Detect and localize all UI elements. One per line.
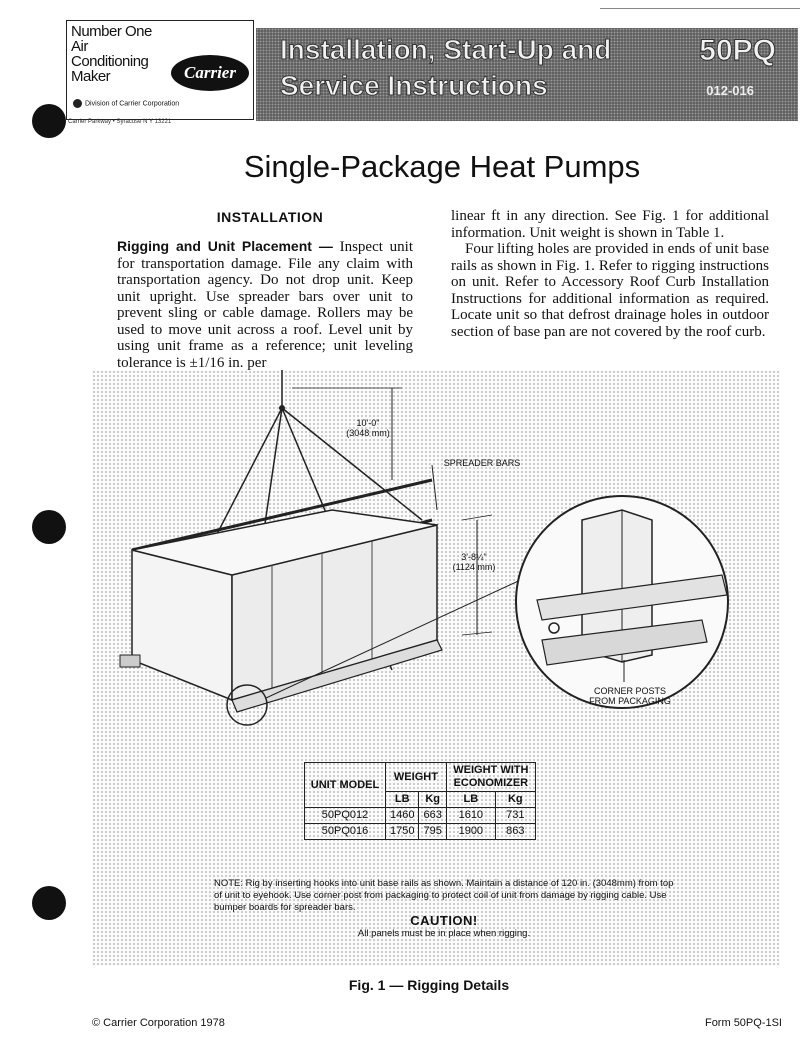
division-line	[73, 99, 179, 108]
rigging-heading: Rigging and Unit Placement —	[117, 238, 333, 254]
division-dot-icon	[73, 99, 82, 108]
rigging-figure	[92, 370, 780, 966]
section-heading: INSTALLATION	[216, 209, 324, 225]
rigging-text: Inspect unit for transportation damage. File any claim with transportation agency. Do not drop unit. Keep unit upright. Use spreader bars over unit to prevent sling or cable damage. Rollers may be used to move unit across a roof. Level unit by using unit frame as a reference; unit leveling tolerance is ±1/16 in. per	[117, 239, 414, 371]
form-number: Form 50PQ-1SI	[704, 1017, 782, 1029]
caution-text: All panels must be in place when rigging.	[357, 928, 531, 939]
carrier-logo: Carrier	[171, 55, 249, 91]
banner-title: Installation, Start-Up and Service Instructions	[280, 34, 612, 101]
rigging-illustration	[92, 370, 780, 966]
corner-posts-label: CORNER POSTS FROM PACKAGING	[589, 686, 671, 706]
spreader-bars-label: SPREADER BARS	[443, 458, 521, 468]
binder-hole-bottom	[32, 886, 66, 920]
table-row	[305, 824, 536, 840]
binder-hole-middle	[32, 510, 66, 544]
cell-lb: 1460	[386, 808, 419, 824]
company-address: Carrier Parkway • Syracuse N Y 13221	[68, 119, 172, 125]
right-paragraph-2: Four lifting holes are provided in ends of unit base rails as shown in Fig. 1. Refer to rigging instructions on unit. Refer to Accessory Roof Curb Installation Instructions for additional information as required. Locate unit so that defrost drainage holes in outdoor section of base pan are not covered by the roof curb.	[451, 241, 769, 340]
cell-econ-kg: 731	[495, 808, 535, 824]
figure-caption: Fig. 1 — Rigging Details	[348, 977, 510, 993]
sub-lb: LB	[386, 792, 419, 808]
table-row	[305, 808, 536, 824]
height-dimension-label	[338, 418, 398, 438]
unit-height-mm: (1124 mm)	[452, 562, 496, 572]
table-header-row	[305, 763, 536, 792]
cell-kg: 795	[419, 824, 446, 840]
header-weight: WEIGHT	[386, 763, 447, 792]
unit-height-ft: 3'-8¼"	[461, 552, 487, 562]
model-range: 012-016	[706, 83, 754, 98]
unit-height-label	[444, 552, 504, 572]
cell-econ-lb: 1610	[446, 808, 495, 824]
copyright: © Carrier Corporation 1978	[92, 1017, 225, 1029]
cell-model: 50PQ016	[305, 824, 386, 840]
sub-econ-kg: Kg	[495, 792, 535, 808]
weight-table	[304, 762, 536, 840]
right-column	[451, 208, 769, 340]
cell-kg: 663	[419, 808, 446, 824]
cell-econ-kg: 863	[495, 824, 535, 840]
logo-tagline: Number One Air Conditioning Maker	[71, 23, 152, 85]
document-title: Single-Package Heat Pumps	[243, 149, 641, 184]
sub-kg: Kg	[419, 792, 446, 808]
left-column	[117, 208, 413, 371]
cell-lb: 1750	[386, 824, 419, 840]
cell-econ-lb: 1900	[446, 824, 495, 840]
title-banner	[256, 28, 798, 121]
model-number: 50PQ	[699, 34, 776, 67]
right-paragraph-1: linear ft in any direction. See Fig. 1 for additional information. Unit weight is shown in Table 1.	[451, 208, 769, 241]
bumper-board	[120, 655, 140, 667]
figure-note: NOTE: Rig by inserting hooks into unit base rails as shown. Maintain a distance of 120 in. (3048mm) from top of unit to eyehook. Use corner post from packaging to protect coil of unit from damage by rigging cable. Use bumper boards for spreader bars.	[214, 878, 674, 913]
caution-heading: CAUTION!	[410, 913, 478, 928]
header-unit-model: UNIT MODEL	[305, 763, 386, 808]
top-rule	[600, 8, 800, 9]
dim-tick-upper	[462, 515, 492, 520]
height-dimension-ft: 10'-0"	[356, 418, 380, 428]
rigging-paragraph	[117, 238, 413, 371]
header-weight-econ: WEIGHT WITH ECONOMIZER	[446, 763, 535, 792]
spreader-pointer	[432, 465, 437, 510]
division-text: Division of Carrier Corporation	[85, 100, 180, 108]
unit-end-panel	[132, 550, 232, 700]
cell-model: 50PQ012	[305, 808, 386, 824]
carrier-logo-box	[66, 20, 254, 120]
binder-hole-top	[32, 104, 66, 138]
height-dimension-mm: (3048 mm)	[346, 428, 390, 438]
sub-econ-lb: LB	[446, 792, 495, 808]
